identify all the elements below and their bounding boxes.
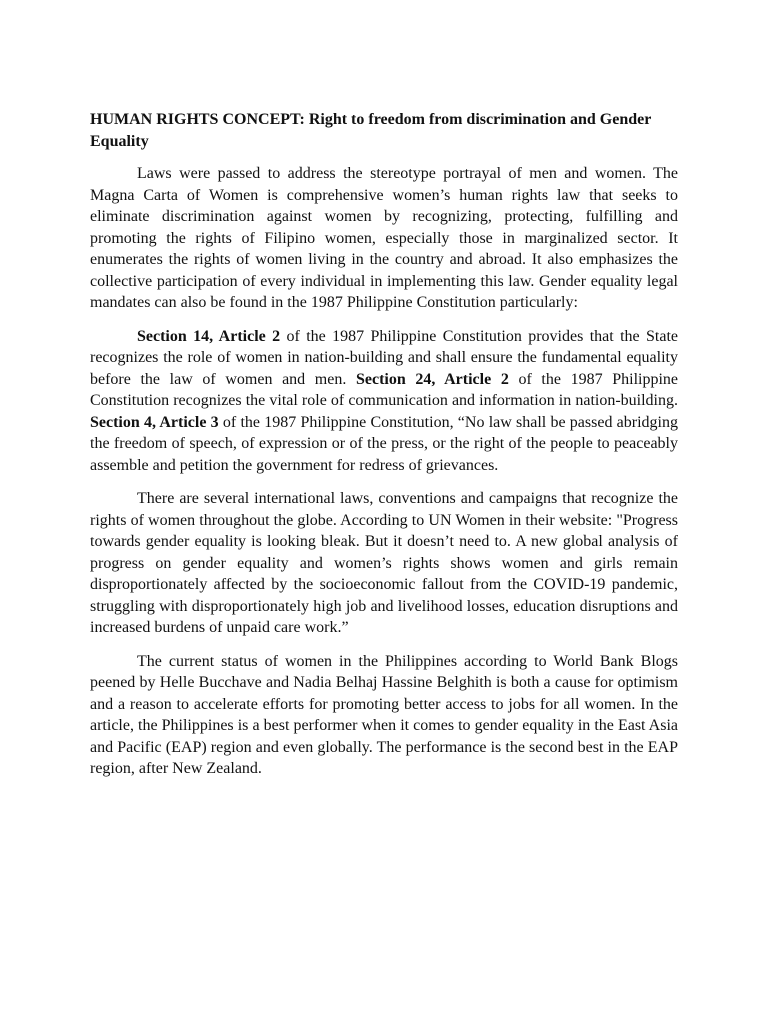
paragraph-magna-carta: Laws were passed to address the stereotype portrayal of men and women. The Magna Carta of Women is comprehensive women’s human rights law that seeks to eliminate discrimination against women by recognizing, protecting, fulfilling and promoting the rights of Filipino women, especially those in marginalized sector. It enumerates the rights of women living in the country and abroad. It also emphasizes the collective participation of every individual in implementing this law. Gender equality legal mandates can also be found in the 1987 Philippine Constitution particularly: [90, 165, 678, 311]
section-4-text: of the 1987 Philippine Constitution, “No law shall be passed abridging the freedom of speech, of expression or of the press, or the right of the people to peaceably assemble and petition the government for redress of grievances. [90, 413, 678, 474]
section-24-text: of the 1987 Philippine Constitution recognizes the vital role of communication and information in nation-building. [90, 370, 679, 409]
document-heading [90, 109, 678, 153]
heading-prefix: HUMAN RIGHTS CONCEPT: [90, 111, 305, 128]
section-24-label: Section 24, Article 2 [355, 370, 509, 388]
section-4-label: Section 4, Article 3 [90, 413, 219, 431]
paragraph-constitution-sections [90, 326, 678, 477]
paragraph-world-bank: The current status of women in the Philippines according to World Bank Blogs peened by Helle Bucchave and Nadia Belhaj Hassine Belghith is both a cause for optimism and a reason to accelerate efforts for promoting better access to jobs for all women. In the article, the Philippines is a best performer when it comes to gender equality in the East Asia and Pacific (EAP) region and even globally. The performance is the second best in the EAP region, after New Zealand. [90, 652, 678, 777]
document-page [90, 109, 678, 792]
heading-title: Right to freedom from discrimination and Gender Equality [90, 111, 652, 150]
section-14-label: Section 14, Article 2 [137, 327, 281, 345]
paragraph-un-women: There are several international laws, conventions and campaigns that recognize the rights of women throughout the globe. According to UN Women in their website: "Progress towards gender equality is looking bleak. But it doesn’t need to. A new global analysis of progress on gender equality and women’s rights shows women and girls remain disproportionately affected by the socioeconomic fallout from the COVID-19 pandemic, struggling with disproportionately high job and livelihood losses, education disruptions and increased burdens of unpaid care work.” [90, 490, 678, 636]
section-14-text: of the 1987 Philippine Constitution provides that the State recognizes the role of women in nation-building and shall ensure the fundamental equality before the law of women and men. [90, 327, 678, 388]
